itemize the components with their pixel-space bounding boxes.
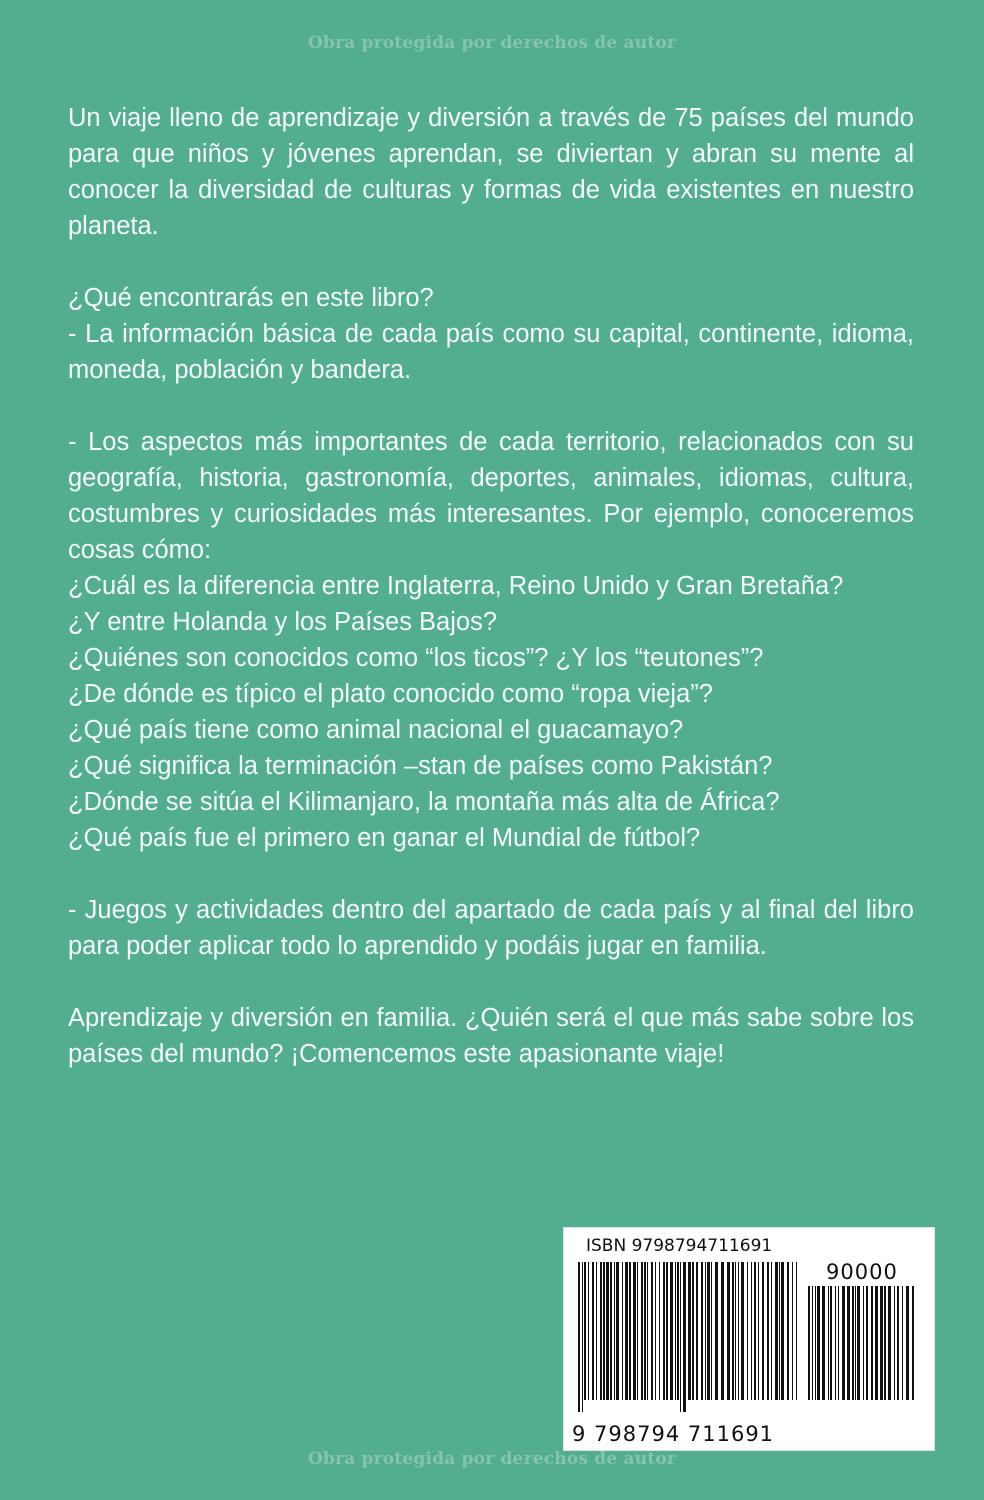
- barcode-bar: [822, 1286, 825, 1400]
- games-item: - Juegos y actividades dentro del apartado de cada país y al final del libro para poder aplicar todo lo aprendido y podáis jugar en familia.: [68, 896, 914, 960]
- barcode-bar: [610, 1262, 612, 1400]
- barcode-bars: [578, 1262, 800, 1412]
- isbn-barcode: [563, 1227, 935, 1451]
- barcode-bar: [863, 1286, 864, 1400]
- barcode-bar: [637, 1262, 638, 1400]
- barcode-bar: [796, 1262, 797, 1400]
- barcode-bar: [600, 1262, 602, 1400]
- barcode-bar: [771, 1262, 772, 1400]
- barcode-bar: [792, 1262, 793, 1400]
- barcode-bar: [683, 1262, 686, 1412]
- isbn-label: ISBN 9798794711691: [586, 1236, 773, 1256]
- barcode-bar: [727, 1262, 730, 1400]
- barcode-bar: [670, 1262, 673, 1400]
- barcode-bar: [584, 1262, 586, 1400]
- barcode-bar: [767, 1262, 769, 1400]
- barcode-bar: [738, 1262, 739, 1400]
- question-heading: ¿Qué encontrarás en este libro?: [68, 284, 434, 312]
- barcode-bar: [603, 1262, 605, 1400]
- barcode-addon-number: 90000: [826, 1260, 898, 1284]
- question-line: ¿Quiénes son conocidos como “los ticos”? ¿Y los “teutones”?: [68, 644, 764, 672]
- question-line: ¿Qué país fue el primero en ganar el Mundial de fútbol?: [68, 824, 701, 852]
- closing-paragraph: Aprendizaje y diversión en familia. ¿Quién será el que más sabe sobre los países del mundo? ¡Comencemos este apasionante viaje!: [68, 1004, 914, 1068]
- barcode-bar: [692, 1262, 694, 1400]
- barcode-bar: [880, 1286, 883, 1400]
- barcode-bar: [779, 1262, 780, 1400]
- barcode-bar: [741, 1262, 744, 1400]
- barcode-bar: [578, 1262, 580, 1412]
- barcode-bar: [787, 1262, 789, 1400]
- barcode-bar: [871, 1286, 873, 1400]
- back-cover-text: [68, 100, 914, 1072]
- barcode-bar: [641, 1262, 643, 1400]
- barcode-bar: [655, 1262, 656, 1400]
- barcode-bar: [582, 1262, 583, 1412]
- barcode-bar: [675, 1262, 676, 1400]
- barcode-bar: [622, 1262, 623, 1400]
- barcode-bar: [888, 1286, 891, 1400]
- barcode-bar: [830, 1286, 832, 1400]
- barcode-bar: [897, 1286, 899, 1400]
- barcode-bar: [705, 1262, 706, 1400]
- copyright-watermark-top: Obra protegida por derechos de autor: [307, 33, 677, 53]
- barcode-bar: [629, 1262, 631, 1400]
- barcode-bar: [588, 1262, 589, 1400]
- barcode-bar: [614, 1262, 615, 1400]
- barcode-bar: [715, 1262, 718, 1400]
- barcode-addon-bars: [808, 1286, 916, 1412]
- barcode-bar: [817, 1286, 820, 1400]
- barcode-bar: [663, 1262, 665, 1400]
- barcode-bar: [758, 1262, 759, 1400]
- barcode-bar: [857, 1286, 860, 1400]
- barcode-bar: [711, 1262, 712, 1400]
- barcode-bar: [680, 1262, 681, 1412]
- question-line: ¿Y entre Holanda y los Países Bajos?: [68, 608, 498, 636]
- barcode-bar: [906, 1286, 909, 1400]
- barcode-bar: [866, 1286, 868, 1400]
- question-line: ¿De dónde es típico el plato conocido como “ropa vieja”?: [68, 680, 713, 708]
- question-line: ¿Qué país tiene como animal nacional el guacamayo?: [68, 716, 684, 744]
- barcode-bar: [721, 1262, 724, 1400]
- basic-info-item: - La información básica de cada país como su capital, continente, idioma, moneda, población y bandera.: [68, 320, 914, 384]
- barcode-bar: [633, 1262, 636, 1400]
- barcode-bar: [688, 1262, 691, 1400]
- barcode-bar: [838, 1286, 839, 1400]
- barcode-bar: [781, 1262, 784, 1400]
- barcode-bar: [596, 1262, 597, 1400]
- barcode-bar: [592, 1262, 594, 1400]
- question-line: ¿Dónde se sitúa el Kilimanjaro, la montaña más alta de África?: [68, 788, 780, 816]
- copyright-watermark-bottom: Obra protegida por derechos de autor: [307, 1449, 677, 1469]
- barcode-bar: [659, 1262, 660, 1400]
- barcode-bar: [751, 1262, 752, 1400]
- intro-paragraph: Un viaje lleno de aprendizaje y diversión a través de 75 países del mundo para que niños y jóvenes aprendan, se diviertan y abran su mente al conocer la diversidad de culturas y formas de vida existentes en nuestro planeta.: [68, 104, 914, 240]
- barcode-bar: [666, 1262, 668, 1400]
- barcode-bar: [747, 1262, 748, 1400]
- question-line: ¿Qué significa la terminación –stan de países como Pakistán?: [68, 752, 773, 780]
- question-line: ¿Cuál es la diferencia entre Inglaterra, Reino Unido y Gran Bretaña?: [68, 572, 844, 600]
- barcode-bar: [912, 1286, 914, 1400]
- barcode-bar: [606, 1262, 609, 1400]
- barcode-bar: [762, 1262, 764, 1400]
- barcode-bar: [884, 1286, 886, 1400]
- barcode-bar: [815, 1286, 816, 1400]
- barcode-bar: [902, 1286, 903, 1400]
- barcode-bar: [842, 1286, 845, 1400]
- barcode-bar: [701, 1262, 703, 1400]
- barcode-bar: [852, 1286, 854, 1400]
- barcode-bar: [828, 1286, 829, 1400]
- barcode-bar: [754, 1262, 756, 1400]
- barcode-bar: [625, 1262, 628, 1400]
- barcode-bar: [644, 1262, 646, 1400]
- barcode-bar: [735, 1262, 736, 1400]
- barcode-bar: [647, 1262, 648, 1400]
- aspects-item: - Los aspectos más importantes de cada territorio, relacionados con su geografía, historia, gastronomía, deportes, animales, idiomas, cultura, costumbres y curiosidades más interesantes. Por ejemplo, conoceremos cosas cómo:: [68, 428, 914, 564]
- barcode-bar: [894, 1286, 895, 1400]
- barcode-bar: [732, 1262, 734, 1400]
- barcode-bar: [835, 1286, 836, 1400]
- barcode-bar: [707, 1262, 710, 1400]
- barcode-bar: [677, 1262, 679, 1400]
- barcode-bar: [847, 1286, 850, 1400]
- barcode-bar: [616, 1262, 619, 1400]
- barcode-bar: [696, 1262, 698, 1400]
- barcode-bar: [808, 1286, 810, 1400]
- barcode-bar: [775, 1262, 778, 1400]
- barcode-bar: [855, 1286, 856, 1400]
- barcode-bar: [812, 1286, 813, 1400]
- barcode-bar: [875, 1286, 878, 1400]
- barcode-bar: [651, 1262, 653, 1400]
- barcode-digits: 9 798794 711691: [572, 1422, 775, 1446]
